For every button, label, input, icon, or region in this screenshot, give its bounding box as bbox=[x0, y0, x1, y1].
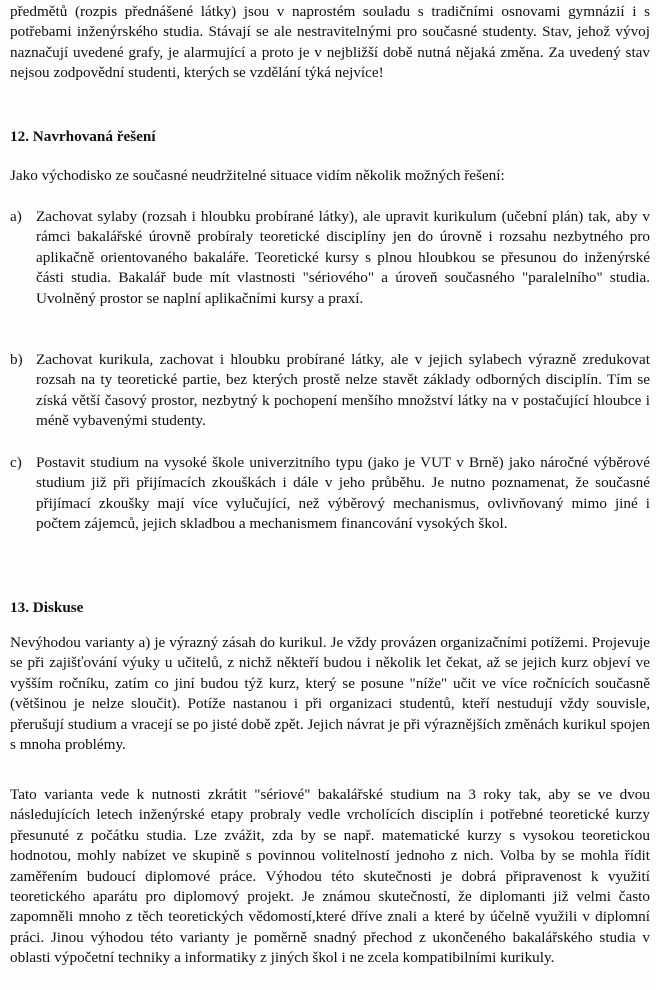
list-item bbox=[10, 207, 650, 309]
section-13-paragraph: Tato varianta vede k nutnosti zkrátit "sériové" bakalářské studium na 3 roky tak, aby se ve dvou následujících letech inženýrské etapy probraly vedle vrcholících disciplín i potřebné teoretické kurzy přesunuté z počátku studia. Lze zvážit, zda by se např. matematické kurzy s vysokou teoretickou hodnotou, mohly nabízet ve skupině s povinnou volitelností jednoho z nich. Volba by se mohla řídit zaměřením budoucí diplomové práce. Výhodou této skutečnosti je dobrá připravenost k využití teoretického aparátu pro diplomový projekt. Je známou skutečností, že diplomanti již velmi často zapomněli mnoho z těch teoretických vědomostí,které dříve znali a které by účelně využili v diplomní práci. Jinou výhodou této varianty je poměrně snadný přechod z ukončeného bakalářského studia v oblasti výpočetní techniky a informatiky z jiných škol i ne zcela kompatibilními kurikuly. bbox=[10, 786, 650, 967]
section-13-heading: 13. Diskuse bbox=[10, 599, 84, 616]
list-item bbox=[10, 350, 650, 432]
section-12-heading: 12. Navrhovaná řešení bbox=[10, 128, 156, 145]
list-item-text: Zachovat kurikula, zachovat i hloubku probírané látky, ale v jejich sylabech výrazně zredukovat rozsah na ty teoretické partie, bez kterých prostě nelze stavět základy odborných disciplín. Tím se získá větší časový prostor, nezbytný k pochopení menšího množství látky na v postačující hloubce i méně vybavenými studenty. bbox=[36, 351, 650, 430]
intro-paragraph: předmětů (rozpis přednášené látky) jsou v naprostém souladu s tradičními osnovami gymnázií i s potřebami inženýrského studia. Stávají se ale nestravitelnými pro současné studenty. Stav, jehož vývoj naznačují uvedené grafy, je alarmující a proto je v nejbližší době nutná nějaká změna. Za uvedený stav nejsou zodpovědní studenti, kterých se vzdělání týká nejvíce! bbox=[10, 3, 650, 82]
list-item-text: Zachovat sylaby (rozsah i hloubku probírané látky), ale upravit kurikulum (učební plán) tak, aby v rámci bakalářské úrovně probíraly teoretické disciplíny jen do úrovně i rozsahu nezbytného pro aplikačně orientovaného bakaláře. Teoretické kursy s plnou hloubkou se přesunou do inženýrské části studia. Bakalář bude mít vlastnosti "sériového" a úroveň současného "paralelního" studia. Uvolněný prostor se naplní aplikačními kursy a praxí. bbox=[36, 208, 650, 307]
list-item bbox=[10, 453, 650, 535]
list-item-label: c) bbox=[10, 454, 22, 471]
section-12-lead: Jako východisko ze současné neudržitelné situace vidím několik možných řešení: bbox=[10, 167, 505, 184]
list-item-label: a) bbox=[10, 208, 22, 225]
list-item-text: Postavit studium na vysoké škole univerzitního typu (jako je VUT v Brně) jako náročné výběrové studium již při přijímacích zkouškách i dále v jeho průběhu. Je nutno poznamenat, že současné přijímací zkoušky mají více vylučující, než výběrový mechanismus, ovlivňovaný mimo jiné i počtem zájemců, jejich skladbou a mechanismem financování vysokých škol. bbox=[36, 454, 650, 533]
section-13-paragraph: Nevýhodou varianty a) je výrazný zásah do kurikul. Je vždy provázen organizačními potížemi. Projevuje se při zajišťování výuky u učitelů, z nichž někteří budou i několik let čekat, až se jejich kurz objeví ve vyšším ročníku, zatím co jiní budou týž kurz, který se posune "níže" učit ve více ročnících současně (většinou je nelze sloučit). Potíže nastanou i při organizaci studentů, kteří nestudují vždy souvisle, přerušují studium a vracejí se po jisté době zpět. Jejich návrat je při výraznějších změnách kurikul spojen s mnoha problémy. bbox=[10, 634, 650, 754]
list-item-label: b) bbox=[10, 351, 23, 368]
